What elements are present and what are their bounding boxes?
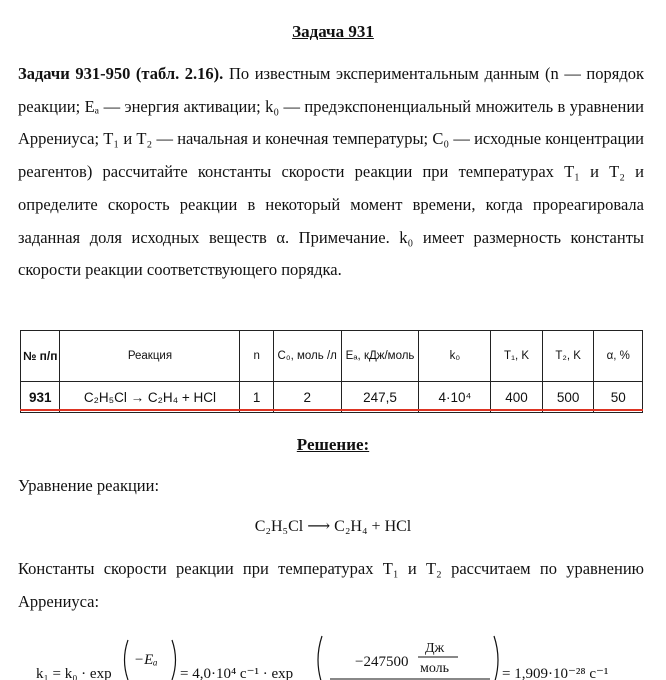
cell-reaction: C₂H₅Cl → C₂H₄ + HCl: [60, 382, 240, 413]
cell-ea: 247,5: [341, 382, 419, 413]
cell-c0: 2: [273, 382, 341, 413]
arrhenius-text: Константы скорости реакции при температурах T₁ и T₂ рассчитаем по уравнению Аррениуса:: [18, 559, 644, 611]
cell-t2: 500: [542, 382, 594, 413]
formula-unit-top: Дж: [425, 641, 445, 656]
table-header-row: [21, 331, 643, 382]
formula-lhs: k₁ = k₀ · exp: [36, 666, 112, 680]
paren-right-2: [494, 636, 498, 680]
cell-t1: 400: [491, 382, 543, 413]
problem-statement: [18, 58, 644, 287]
header-ea: Eₐ, кДж/моль: [341, 331, 419, 382]
formula-mid: = 4,0·10⁴ с⁻¹ · exp: [180, 666, 294, 680]
header-alpha: α, %: [594, 331, 643, 382]
cell-order: 1: [240, 382, 273, 413]
page-title: Задача 931: [292, 22, 374, 41]
paren-left-2: [318, 636, 322, 680]
header-t2: T₂, K: [542, 331, 594, 382]
formula-result: = 1,909·10⁻²⁸ с⁻¹: [502, 666, 609, 680]
header-t1: T₁, K: [491, 331, 543, 382]
header-c0: C₀, моль /л: [273, 331, 341, 382]
formula-svg: [0, 632, 666, 680]
cell-k0: 4·10⁴: [419, 382, 491, 413]
problem-lead: Задачи 931-950 (табл. 2.16).: [18, 64, 224, 83]
paren-left-1: [125, 640, 129, 680]
arrhenius-formula: [0, 632, 666, 680]
header-order: n: [240, 331, 273, 382]
data-table: [20, 330, 643, 413]
cell-alpha: 50: [594, 382, 643, 413]
paren-right-1: [172, 640, 176, 680]
table-underline: [20, 409, 643, 411]
formula-unit-bottom: моль: [420, 661, 450, 676]
table-row: [21, 382, 643, 413]
header-reaction: Реакция: [60, 331, 240, 382]
formula-numerator: −247500: [355, 654, 409, 670]
cell-number: 931: [21, 382, 60, 413]
solution-heading: Решение:: [296, 435, 370, 454]
header-number: № п/п: [21, 331, 60, 382]
header-k0: k₀: [419, 331, 491, 382]
formula-ea: −Eₐ: [134, 652, 158, 668]
reaction-equation: C₂H₅Cl ⟶ C₂H₄ + HCl: [254, 518, 412, 535]
problem-text: По известным экспериментальным данным (n — порядок реакции; Eₐ — энергия активации; k₀ — предэкспоненциальный множитель в уравнении Аррениуса; T₁ и T₂ — начальная и конечная температуры; C₀ — исходные концентрации реагентов) рассчитайте константы скорости реакции при температурах T₁ и T₂ и определите скорость реакции в некоторый момент времени, когда прореагировала заданная доля исходных веществ α. Примечание. k₀ имеет размерность константы скорости реакции соответствующего порядка.: [18, 64, 645, 280]
reaction-label: Уравнение реакции:: [18, 476, 160, 495]
